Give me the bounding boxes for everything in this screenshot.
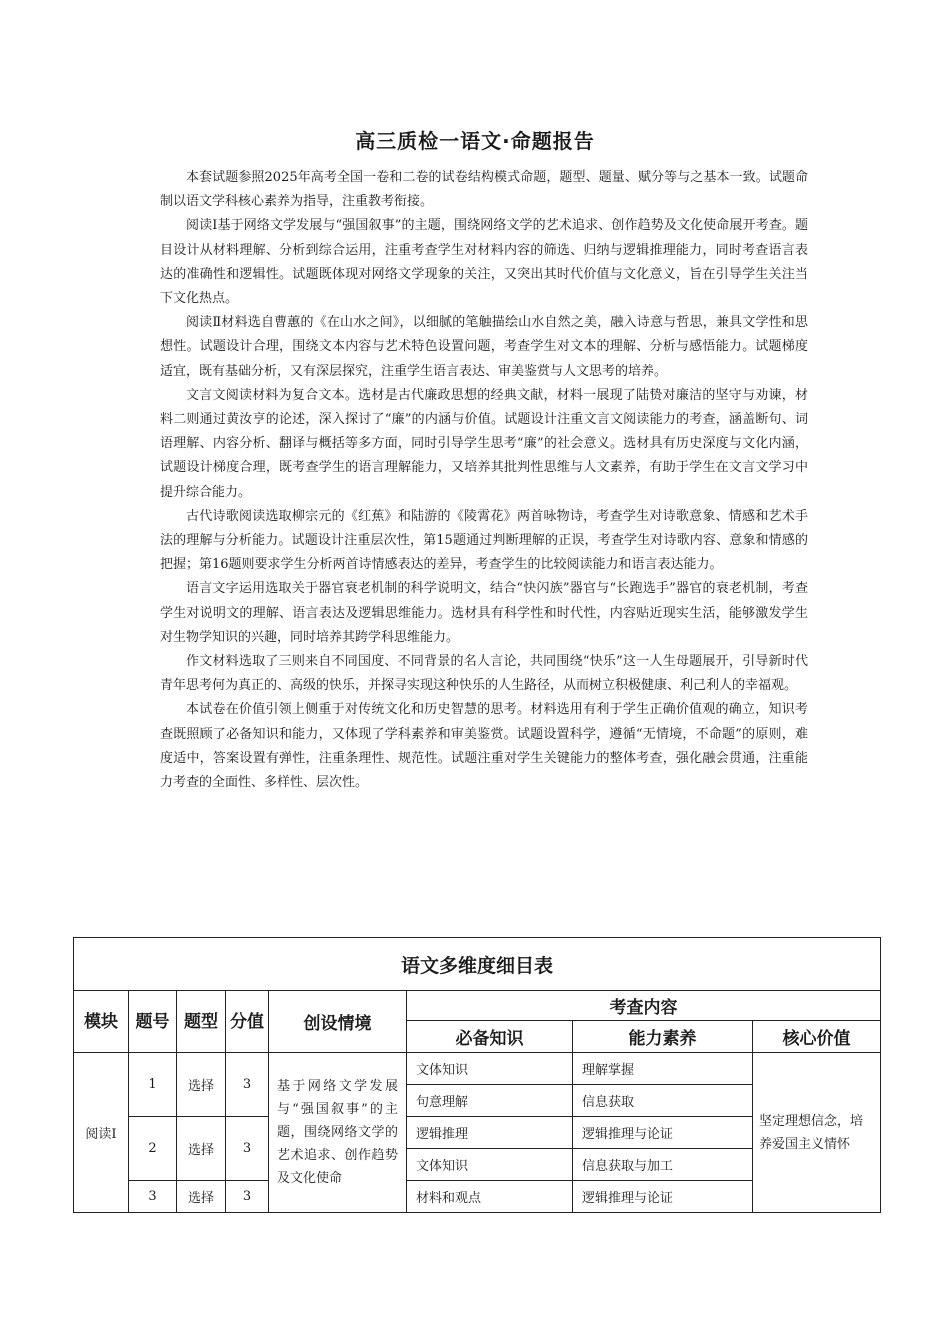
knowledge-cell: 文体知识 <box>407 1149 573 1181</box>
ability-cell: 逻辑推理与论证 <box>573 1117 753 1149</box>
question-type: 选择 <box>177 1053 226 1117</box>
header-core-value: 核心价值 <box>753 1021 881 1053</box>
ability-cell: 信息获取与加工 <box>573 1149 753 1181</box>
header-number: 题号 <box>129 991 177 1053</box>
header-scenario: 创设情境 <box>269 991 407 1053</box>
scenario-cell: 基于网络文学发展与“强国叙事”的主题，围绕网络文学的艺术追求、创作趋势及文化使命 <box>269 1053 407 1213</box>
paragraph-ancient-poetry: 古代诗歌阅读选取柳宗元的《红蕉》和陆游的《陵霄花》两首咏物诗，考查学生对诗歌意象、情感和艺术手法的理解与分析能力。试题设计注重层次性，第15题通过判断理解的正误，考查学生对诗歌内容、意象和情感的把握；第16题则要求学生分析两首诗情感表达的差异，考查学生的比较阅读能力和语言表达能力。 <box>160 508 808 573</box>
question-number: 3 <box>129 1181 177 1213</box>
paragraph-language-use: 语言文字运用选取关于器官衰老机制的科学说明文，结合“快闪族”器官与“长跑选手”器官的衰老机制，考查学生对说明文的理解、语言表达及逻辑思维能力。选材具有科学性和时代性，内容贴近现实生活，能够激发学生对生物学知识的兴趣，同时培养其跨学科思维能力。 <box>160 581 808 645</box>
header-type: 题型 <box>177 991 226 1053</box>
header-knowledge: 必备知识 <box>407 1021 573 1053</box>
question-score: 3 <box>226 1053 269 1117</box>
header-module: 模块 <box>74 991 129 1053</box>
knowledge-cell: 材料和观点 <box>407 1181 573 1213</box>
header-content: 考查内容 <box>407 991 881 1021</box>
paragraph-composition: 作文材料选取了三则来自不同国度、不同背景的名人言论，共同围绕“快乐”这一人生母题展开，引导新时代青年思考何为真正的、高级的快乐，并探寻实现这种快乐的人生路径，从而树立积极健康、利己利人的幸福观。 <box>160 654 808 694</box>
detail-table <box>73 937 881 1213</box>
report-body <box>160 166 808 795</box>
table-title: 语文多维度细目表 <box>74 938 881 991</box>
ability-cell: 理解掌握 <box>573 1053 753 1085</box>
paragraph-overview: 本套试题参照2025年高考全国一卷和二卷的试卷结构模式命题，题型、题量、赋分等与之基本一致。试题命制以语文学科核心素养为指导，注重教考衔接。 <box>160 170 808 210</box>
paragraph-summary: 本试卷在价值引领上侧重于对传统文化和历史智慧的思考。材料选用有利于学生正确价值观的确立，知识考查既照顾了必备知识和能力，又体现了学科素养和审美鉴赏。试题设置科学，遵循“无情境，不命题”的原则，难度适中，答案设置有弹性，注重条理性、规范性。试题注重对学生关键能力的整体考查，强化融会贯通，注重能力考查的全面性、多样性、层次性。 <box>160 702 808 791</box>
header-ability: 能力素养 <box>573 1021 753 1053</box>
knowledge-cell: 句意理解 <box>407 1085 573 1117</box>
knowledge-cell: 逻辑推理 <box>407 1117 573 1149</box>
paragraph-reading-2: 阅读Ⅱ材料选自曹蕙的《在山水之间》，以细腻的笔触描绘山水自然之美，融入诗意与哲思，兼具文学性和思想性。试题设计合理，围绕文本内容与艺术特色设置问题，考查学生对文本的理解、分析与感悟能力。试题梯度适宜，既有基础分析，又有深层探究，注重学生语言表达、审美鉴赏与人文思考的培养。 <box>160 315 808 379</box>
paragraph-reading-1: 阅读Ⅰ基于网络文学发展与“强国叙事”的主题，围绕网络文学的艺术追求、创作趋势及文化使命展开考查。题目设计从材料理解、分析到综合运用，注重考查学生对材料内容的筛选、归纳与逻辑推理能力，同时考查语言表达的准确性和逻辑性。试题既体现对网络文学现象的关注，又突出其时代价值与文化意义，旨在引导学生关注当下文化热点。 <box>160 218 808 307</box>
question-type: 选择 <box>177 1181 226 1213</box>
question-type: 选择 <box>177 1117 226 1181</box>
table-row <box>74 1053 881 1085</box>
knowledge-cell: 文体知识 <box>407 1053 573 1085</box>
report-title: 高三质检一语文·命题报告 <box>355 129 595 153</box>
question-score: 3 <box>226 1181 269 1213</box>
core-value-cell: 坚定理想信念，培养爱国主义情怀 <box>753 1053 881 1213</box>
question-score: 3 <box>226 1117 269 1181</box>
question-number: 2 <box>129 1117 177 1181</box>
question-number: 1 <box>129 1053 177 1117</box>
paragraph-classical-chinese: 文言文阅读材料为复合文本。选材是古代廉政思想的经典文献，材料一展现了陆贽对廉洁的坚守与劝谏，材料二则通过黄汝亨的论述，深入探讨了“廉”的内涵与价值。试题设计注重文言文阅读能力的考查，涵盖断句、词语理解、内容分析、翻译与概括等多方面，同时引导学生思考“廉”的社会意义。选材具有历史深度与文化内涵，试题设计梯度合理，既考查学生的语言理解能力，又培养其批判性思维与人文素养，有助于学生在文言文学习中提升综合能力。 <box>160 387 808 500</box>
ability-cell: 逻辑推理与论证 <box>573 1181 753 1213</box>
module-cell: 阅读Ⅰ <box>74 1053 129 1213</box>
ability-cell: 信息获取 <box>573 1085 753 1117</box>
header-score: 分值 <box>226 991 269 1053</box>
